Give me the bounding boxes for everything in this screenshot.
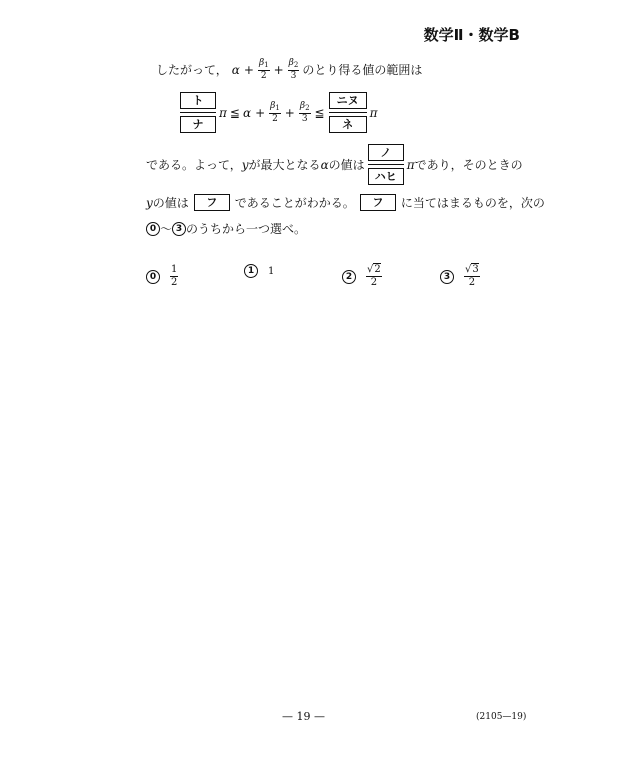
denominator: 2 xyxy=(370,277,378,288)
line1-tail: のとり得る値の範囲は xyxy=(302,63,423,77)
option-0[interactable] xyxy=(146,264,178,289)
option-2-fraction xyxy=(366,264,382,289)
circled-two-icon: 2 xyxy=(342,270,356,284)
radicand: 2 xyxy=(374,264,381,275)
circled-three-icon: 3 xyxy=(172,222,186,236)
option-1-value: 1 xyxy=(268,265,275,277)
answer-box-hahi[interactable]: ハヒ xyxy=(368,168,404,185)
line3-text2: であることがわかる。 xyxy=(234,196,355,210)
fraction-bar xyxy=(329,112,367,113)
sqrt-icon: √ xyxy=(367,264,374,275)
denominator: 2 xyxy=(260,71,267,81)
answer-box-fu[interactable]: フ xyxy=(194,194,230,211)
line2-text3: の値は xyxy=(328,158,365,172)
page-number: — 19 — xyxy=(282,710,325,723)
leq-sign: ≦ xyxy=(229,105,240,120)
beta-symbol: β xyxy=(299,101,306,111)
instruction-line xyxy=(146,220,306,237)
fraction-bar xyxy=(180,112,216,113)
denominator: 2 xyxy=(468,277,476,288)
answer-box-to[interactable]: ト xyxy=(180,92,216,109)
option-3-fraction xyxy=(464,264,480,289)
circled-three-icon: 3 xyxy=(440,270,454,284)
circled-one-icon: 1 xyxy=(244,264,258,278)
exam-code: (2105—19) xyxy=(476,712,527,722)
beta2-over-3-fraction xyxy=(288,58,300,81)
plus-sign: + xyxy=(273,62,284,77)
answer-box-fu-reference[interactable]: フ xyxy=(360,194,396,211)
beta-symbol: β xyxy=(270,101,276,111)
fraction-bar xyxy=(368,164,404,165)
answer-fraction-to-na xyxy=(180,92,216,133)
instruction-text: のうちから一つ選べ。 xyxy=(186,222,307,236)
option-3[interactable] xyxy=(440,264,480,289)
circled-zero-icon: 0 xyxy=(146,270,160,284)
answer-box-no[interactable]: ノ xyxy=(368,144,404,161)
line3-text1: の値は xyxy=(152,196,189,210)
alpha-symbol: α xyxy=(320,157,329,172)
answer-box-ne[interactable]: ネ xyxy=(329,116,367,133)
numerator: 1 xyxy=(171,264,178,275)
range-statement-line xyxy=(156,58,422,81)
subscript: 2 xyxy=(305,104,310,112)
beta-symbol: β xyxy=(258,58,265,68)
line1-lead: したがって， xyxy=(156,63,228,77)
circled-zero-icon: 0 xyxy=(146,222,160,236)
denominator: 3 xyxy=(290,71,297,81)
pi-symbol: π xyxy=(219,105,227,120)
y-variable: y xyxy=(146,195,153,210)
leq-sign: ≦ xyxy=(314,105,325,120)
inequality-display xyxy=(180,92,377,133)
beta2-over-3-fraction xyxy=(299,101,311,124)
option-0-fraction xyxy=(170,264,178,289)
beta1-over-2-fraction xyxy=(258,58,270,81)
answer-box-na[interactable]: ナ xyxy=(180,116,216,133)
y-variable: y xyxy=(241,157,249,172)
beta1-over-2-fraction xyxy=(269,101,281,124)
subscript: 1 xyxy=(264,61,269,69)
radicand: 3 xyxy=(472,264,479,275)
sqrt-icon: √ xyxy=(465,264,472,275)
alpha-symbol: α xyxy=(242,105,252,120)
subscript: 2 xyxy=(293,61,299,69)
y-value-line xyxy=(146,194,545,211)
plus-sign: + xyxy=(284,105,295,120)
denominator: 2 xyxy=(171,277,178,288)
answer-box-ninu[interactable]: ニヌ xyxy=(329,92,367,109)
denominator: 3 xyxy=(301,114,308,124)
plus-sign: + xyxy=(243,62,254,77)
line2-text1: である。よって， xyxy=(146,158,242,172)
line2-text4: であり，そのときの xyxy=(414,158,523,172)
answer-fraction-ninu-ne xyxy=(329,92,367,133)
plus-sign: + xyxy=(255,105,266,120)
tilde: 〜 xyxy=(160,222,173,236)
option-2[interactable] xyxy=(342,264,382,289)
subscript: 1 xyxy=(275,104,280,112)
line2-text2: が最大となる xyxy=(248,158,321,172)
answer-fraction-no-hahi xyxy=(368,144,404,185)
option-1[interactable] xyxy=(244,264,274,278)
max-alpha-line xyxy=(146,144,523,185)
pi-symbol: π xyxy=(406,157,415,172)
denominator: 2 xyxy=(272,114,278,124)
pi-symbol: π xyxy=(369,105,378,120)
line3-text3: に当てはまるものを，次の xyxy=(400,196,545,210)
page-header-title: 数学Ⅱ・数学B xyxy=(423,26,520,44)
alpha-symbol: α xyxy=(231,62,240,77)
beta-symbol: β xyxy=(288,58,294,68)
